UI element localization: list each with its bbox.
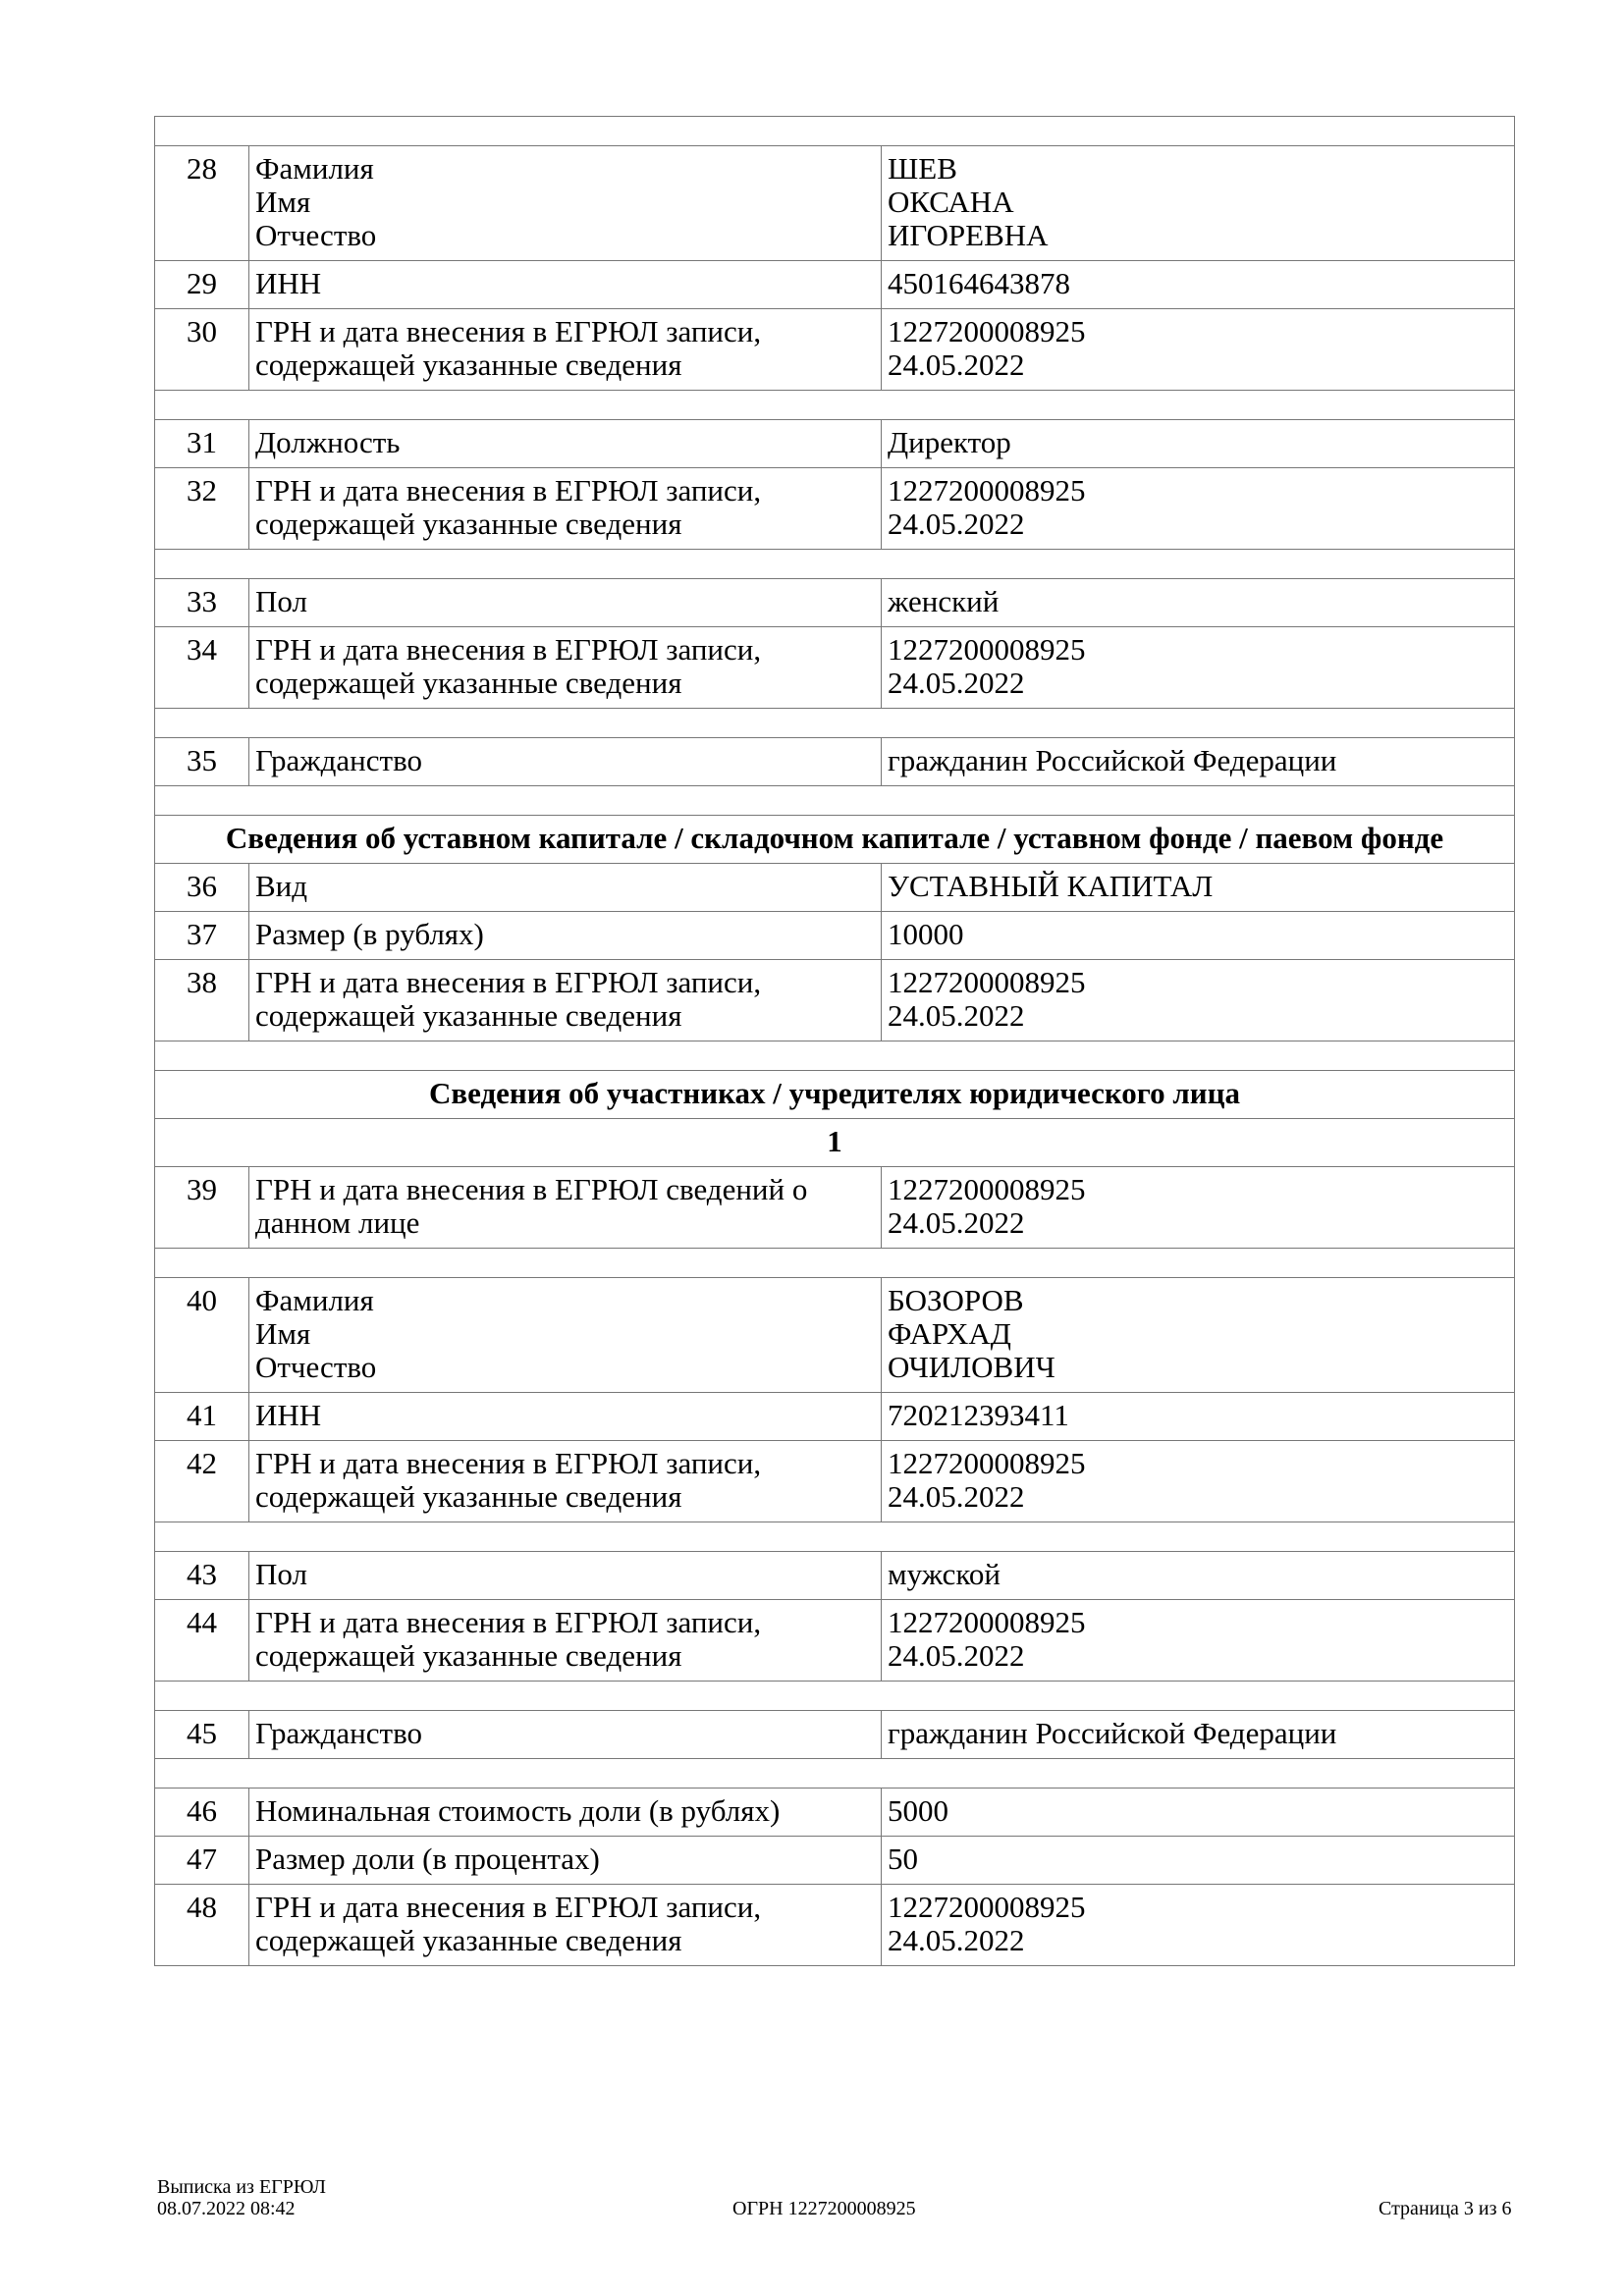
field-label-line: Должность (255, 425, 401, 459)
table-row (155, 1278, 1515, 1393)
field-value (882, 1789, 1515, 1837)
field-value (882, 627, 1515, 709)
row-number: 45 (155, 1711, 249, 1759)
field-label-line: ГРН и дата внесения в ЕГРЮЛ записи, (255, 1446, 762, 1480)
separator-cell (155, 550, 1515, 579)
row-number: 41 (155, 1393, 249, 1441)
table-row (155, 1393, 1515, 1441)
field-label (249, 1441, 882, 1522)
row-number: 30 (155, 309, 249, 391)
field-label-line: ИНН (255, 266, 322, 300)
row-number: 28 (155, 146, 249, 261)
table-row (155, 1837, 1515, 1885)
separator-cell (155, 1249, 1515, 1278)
footer-page-number: Страница 3 из 6 (1379, 2198, 1512, 2219)
field-label-line: Пол (255, 1557, 307, 1591)
field-label (249, 1885, 882, 1966)
field-value-line: 24.05.2022 (888, 347, 1025, 382)
field-value-line: 24.05.2022 (888, 1205, 1025, 1240)
field-value-line: 1227200008925 (888, 314, 1086, 348)
field-label (249, 864, 882, 912)
field-value-line: ОКСАНА (888, 185, 1014, 219)
field-label-line: Гражданство (255, 1716, 423, 1750)
field-label (249, 1278, 882, 1393)
field-value-line: 1227200008925 (888, 965, 1086, 999)
field-value (882, 864, 1515, 912)
field-label-line: содержащей указанные сведения (255, 1479, 682, 1514)
field-label-line: содержащей указанные сведения (255, 666, 682, 700)
row-number: 39 (155, 1167, 249, 1249)
separator-row (155, 1522, 1515, 1552)
field-label (249, 261, 882, 309)
field-value-line: 24.05.2022 (888, 507, 1025, 541)
field-label-line: ГРН и дата внесения в ЕГРЮЛ сведений о (255, 1172, 808, 1206)
field-value (882, 1393, 1515, 1441)
separator-cell (155, 1522, 1515, 1552)
field-label-line: ИНН (255, 1398, 322, 1432)
row-number: 35 (155, 738, 249, 786)
field-value (882, 468, 1515, 550)
field-label (249, 146, 882, 261)
field-value (882, 146, 1515, 261)
field-value-line: 1227200008925 (888, 1605, 1086, 1639)
footer-left (157, 2176, 326, 2219)
field-label-line: ГРН и дата внесения в ЕГРЮЛ записи, (255, 473, 762, 507)
row-number: 31 (155, 420, 249, 468)
field-label (249, 1552, 882, 1600)
row-number: 34 (155, 627, 249, 709)
table-row (155, 420, 1515, 468)
field-label (249, 420, 882, 468)
field-value-line: гражданин Российской Федерации (888, 1716, 1337, 1750)
field-value-line: 24.05.2022 (888, 666, 1025, 700)
row-number: 29 (155, 261, 249, 309)
field-value-line: 5000 (888, 1793, 948, 1828)
separator-row (155, 1682, 1515, 1711)
egrul-extract-table (154, 116, 1515, 1966)
field-label-line: Номинальная стоимость доли (в рублях) (255, 1793, 781, 1828)
footer-datetime: 08.07.2022 08:42 (157, 2198, 296, 2219)
field-value (882, 420, 1515, 468)
field-value-line: гражданин Российской Федерации (888, 743, 1337, 777)
field-value (882, 1167, 1515, 1249)
field-label-line: ГРН и дата внесения в ЕГРЮЛ записи, (255, 1605, 762, 1639)
table-row (155, 1441, 1515, 1522)
field-value (882, 912, 1515, 960)
field-label-line: Размер (в рублях) (255, 917, 484, 951)
field-label (249, 1600, 882, 1682)
field-value-line: 1227200008925 (888, 473, 1086, 507)
field-label-line: содержащей указанные сведения (255, 1638, 682, 1673)
field-value-line: УСТАВНЫЙ КАПИТАЛ (888, 869, 1214, 903)
field-value (882, 960, 1515, 1041)
footer-ogrn: ОГРН 1227200008925 (732, 2198, 916, 2219)
field-value-line: 1227200008925 (888, 1890, 1086, 1924)
field-label (249, 1789, 882, 1837)
field-label (249, 309, 882, 391)
section-header-row (155, 1071, 1515, 1119)
field-value-line: 720212393411 (888, 1398, 1069, 1432)
field-value-line: ИГОРЕВНА (888, 218, 1049, 252)
row-number: 40 (155, 1278, 249, 1393)
table-row (155, 146, 1515, 261)
field-label (249, 738, 882, 786)
field-label-line: ГРН и дата внесения в ЕГРЮЛ записи, (255, 1890, 762, 1924)
field-label (249, 912, 882, 960)
field-label-line: ГРН и дата внесения в ЕГРЮЛ записи, (255, 314, 762, 348)
field-value (882, 309, 1515, 391)
table-row (155, 1552, 1515, 1600)
field-value-line: 1227200008925 (888, 1172, 1086, 1206)
separator-row (155, 786, 1515, 816)
field-label-line: Фамилия (255, 1283, 374, 1317)
footer-doc-title: Выписка из ЕГРЮЛ (157, 2176, 326, 2198)
field-value (882, 579, 1515, 627)
field-label-line: содержащей указанные сведения (255, 347, 682, 382)
field-value-line: 50 (888, 1842, 918, 1876)
separator-row (155, 117, 1515, 146)
row-number: 42 (155, 1441, 249, 1522)
row-number: 36 (155, 864, 249, 912)
field-label-line: содержащей указанные сведения (255, 998, 682, 1033)
separator-row (155, 550, 1515, 579)
field-value-line: 24.05.2022 (888, 998, 1025, 1033)
field-label-line: содержащей указанные сведения (255, 1923, 682, 1957)
section-header-row (155, 1119, 1515, 1167)
table-row (155, 1789, 1515, 1837)
field-label-line: Размер доли (в процентах) (255, 1842, 600, 1876)
field-label-line: Отчество (255, 1350, 377, 1384)
field-value-line: ФАРХАД (888, 1316, 1011, 1351)
table-row (155, 864, 1515, 912)
field-value-line: 24.05.2022 (888, 1638, 1025, 1673)
table-row (155, 738, 1515, 786)
field-value (882, 261, 1515, 309)
row-number: 33 (155, 579, 249, 627)
field-label (249, 579, 882, 627)
field-value-line: 1227200008925 (888, 632, 1086, 667)
row-number: 37 (155, 912, 249, 960)
field-label-line: Пол (255, 584, 307, 618)
field-value (882, 738, 1515, 786)
table-row (155, 1600, 1515, 1682)
field-label (249, 1837, 882, 1885)
field-value-line: 450164643878 (888, 266, 1070, 300)
field-label-line: данном лице (255, 1205, 420, 1240)
field-value-line: женский (888, 584, 1000, 618)
table-row (155, 468, 1515, 550)
table-row (155, 912, 1515, 960)
separator-cell (155, 1041, 1515, 1071)
field-value-line: ОЧИЛОВИЧ (888, 1350, 1055, 1384)
field-label (249, 960, 882, 1041)
field-label-line: Гражданство (255, 743, 423, 777)
separator-row (155, 709, 1515, 738)
table-row (155, 1167, 1515, 1249)
table-row (155, 960, 1515, 1041)
table-row (155, 627, 1515, 709)
field-label-line: Отчество (255, 218, 377, 252)
separator-cell (155, 1759, 1515, 1789)
separator-cell (155, 1682, 1515, 1711)
separator-row (155, 1759, 1515, 1789)
row-number: 43 (155, 1552, 249, 1600)
separator-row (155, 1041, 1515, 1071)
field-value-line: БОЗОРОВ (888, 1283, 1024, 1317)
field-label (249, 627, 882, 709)
row-number: 47 (155, 1837, 249, 1885)
section-header-row (155, 816, 1515, 864)
section-header: Сведения об участниках / учредителях юридического лица (155, 1071, 1515, 1119)
field-value (882, 1885, 1515, 1966)
row-number: 48 (155, 1885, 249, 1966)
field-label (249, 1393, 882, 1441)
field-label (249, 1167, 882, 1249)
field-value (882, 1600, 1515, 1682)
field-value-line: Директор (888, 425, 1011, 459)
field-label-line: ГРН и дата внесения в ЕГРЮЛ записи, (255, 965, 762, 999)
field-value-line: 10000 (888, 917, 964, 951)
row-number: 32 (155, 468, 249, 550)
separator-cell (155, 786, 1515, 816)
field-value (882, 1711, 1515, 1759)
field-value-line: 24.05.2022 (888, 1479, 1025, 1514)
field-label (249, 1711, 882, 1759)
table-row (155, 309, 1515, 391)
field-value (882, 1552, 1515, 1600)
field-value-line: ШЕВ (888, 151, 957, 186)
table-row (155, 261, 1515, 309)
egrul-extract-table-body (155, 117, 1515, 1966)
row-number: 38 (155, 960, 249, 1041)
section-header: 1 (155, 1119, 1515, 1167)
row-number: 46 (155, 1789, 249, 1837)
field-value (882, 1837, 1515, 1885)
field-label-line: ГРН и дата внесения в ЕГРЮЛ записи, (255, 632, 762, 667)
field-value-line: 1227200008925 (888, 1446, 1086, 1480)
field-value-line: 24.05.2022 (888, 1923, 1025, 1957)
separator-cell (155, 709, 1515, 738)
field-label-line: Имя (255, 185, 311, 219)
section-header: Сведения об уставном капитале / складочном капитале / уставном фонде / паевом фонде (155, 816, 1515, 864)
field-value (882, 1441, 1515, 1522)
separator-row (155, 391, 1515, 420)
table-row (155, 1711, 1515, 1759)
field-label (249, 468, 882, 550)
separator-row (155, 1249, 1515, 1278)
separator-cell (155, 117, 1515, 146)
field-value-line: мужской (888, 1557, 1001, 1591)
field-label-line: Вид (255, 869, 308, 903)
table-row (155, 1885, 1515, 1966)
table-row (155, 579, 1515, 627)
field-value (882, 1278, 1515, 1393)
field-label-line: содержащей указанные сведения (255, 507, 682, 541)
field-label-line: Фамилия (255, 151, 374, 186)
separator-cell (155, 391, 1515, 420)
row-number: 44 (155, 1600, 249, 1682)
field-label-line: Имя (255, 1316, 311, 1351)
